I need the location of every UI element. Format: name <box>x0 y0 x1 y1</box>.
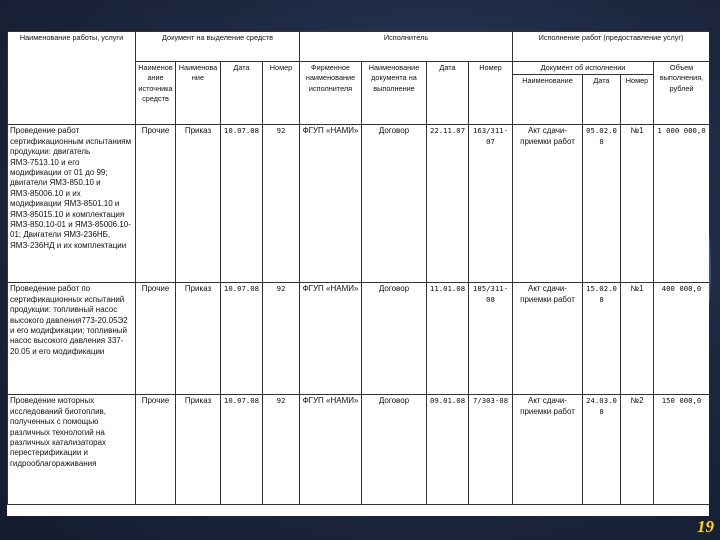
date-cell: 10.07.08 <box>221 283 263 395</box>
doc-cell: Приказ <box>176 125 221 283</box>
doc-cell: Приказ <box>176 395 221 505</box>
exec-doc-cell: Договор <box>362 283 427 395</box>
source-cell: Прочие <box>136 125 176 283</box>
table-row <box>8 283 710 395</box>
table-row <box>8 125 710 283</box>
act-date-cell: 05.02.08 <box>583 125 621 283</box>
work-cell: Проведение работ по сертификационных испытаний продукции: топливный насос высокого давления773-20.05Э2 и его модификации; топливный насос высокого давления 337-20.05 и его модификации <box>8 283 136 395</box>
executor-cell: ФГУП «НАМИ» <box>300 283 362 395</box>
act-number-cell: №1 <box>621 125 654 283</box>
header-number: Номер <box>263 62 300 125</box>
doc-cell: Приказ <box>176 283 221 395</box>
volume-cell: 400 000,0 <box>654 283 709 395</box>
number-cell: 92 <box>263 125 300 283</box>
page-number: 19 <box>697 517 714 536</box>
header-executor-doc: Наименование документа на выполнение <box>362 62 427 125</box>
act-cell: Акт сдачи-приемки работ <box>513 125 583 283</box>
header-execution: Исполнение работ (предоставление услуг) <box>513 32 709 62</box>
exec-date-cell: 22.11.07 <box>427 125 469 283</box>
act-number-cell: №2 <box>621 395 654 505</box>
header-volume: Объем выполнения, рублей <box>654 62 709 125</box>
work-cell: Проведение работ сертификационным испытаниям продукции: двигатель ЯМЗ-7513.10 и его модификации от 01 до 99; двигатели ЯМЗ-850.10 и ЯМЗ-85006.10 и их модификации ЯМЗ-8501.10 и ЯМЗ-85015.10 и комплектация ЯМЗ-850.10-01 и ЯМЗ-85006.10-01; Двигатели ЯМЗ-236НБ, ЯМЗ-236НД и их комплектации <box>8 125 136 283</box>
date-cell: 10.07.08 <box>221 125 263 283</box>
exec-date-cell: 09.01.08 <box>427 395 469 505</box>
exec-doc-cell: Договор <box>362 395 427 505</box>
execution-table <box>7 31 709 505</box>
header-funding-doc: Документ на выделение средств <box>136 32 300 62</box>
header-work-name: Наименование работы, услуги <box>8 32 136 125</box>
exec-doc-cell: Договор <box>362 125 427 283</box>
source-cell: Прочие <box>136 283 176 395</box>
header-executor-name: Фирменное наименование исполнителя <box>300 62 362 125</box>
header-exec-number: Номер <box>469 62 513 125</box>
act-cell: Акт сдачи-приемки работ <box>513 395 583 505</box>
volume-cell: 150 000,0 <box>654 395 709 505</box>
executor-cell: ФГУП «НАМИ» <box>300 125 362 283</box>
number-cell: 92 <box>263 283 300 395</box>
header-date: Дата <box>221 62 263 125</box>
executor-cell: ФГУП «НАМИ» <box>300 395 362 505</box>
exec-number-cell: 163/311-07 <box>469 125 513 283</box>
header-source-name: Наименование источника средств <box>136 62 176 125</box>
header-exec-doc-date: Дата <box>583 75 621 125</box>
header-exec-date: Дата <box>427 62 469 125</box>
volume-cell: 1 000 000,0 <box>654 125 709 283</box>
header-exec-doc-name: Наименование <box>513 75 583 125</box>
header-exec-doc: Документ об исполнении <box>513 62 654 75</box>
table-row <box>8 395 710 505</box>
date-cell: 10.07.08 <box>221 395 263 505</box>
header-doc-name: Наименование <box>176 62 221 125</box>
source-cell: Прочие <box>136 395 176 505</box>
header-exec-doc-number: Номер <box>621 75 654 125</box>
act-cell: Акт сдачи-приемки работ <box>513 283 583 395</box>
exec-number-cell: 7/303-08 <box>469 395 513 505</box>
exec-number-cell: 185/311-08 <box>469 283 513 395</box>
number-cell: 92 <box>263 395 300 505</box>
document-sheet <box>7 31 709 516</box>
exec-date-cell: 11.01.08 <box>427 283 469 395</box>
work-cell: Проведение моторных исследований биотоплив, полученных с помощью различных технологий на различных катализаторах перестерификации и гидрооблагораживания <box>8 395 136 505</box>
act-number-cell: №1 <box>621 283 654 395</box>
act-date-cell: 24.03.08 <box>583 395 621 505</box>
header-executor: Исполнитель <box>300 32 513 62</box>
act-date-cell: 15.02.08 <box>583 283 621 395</box>
